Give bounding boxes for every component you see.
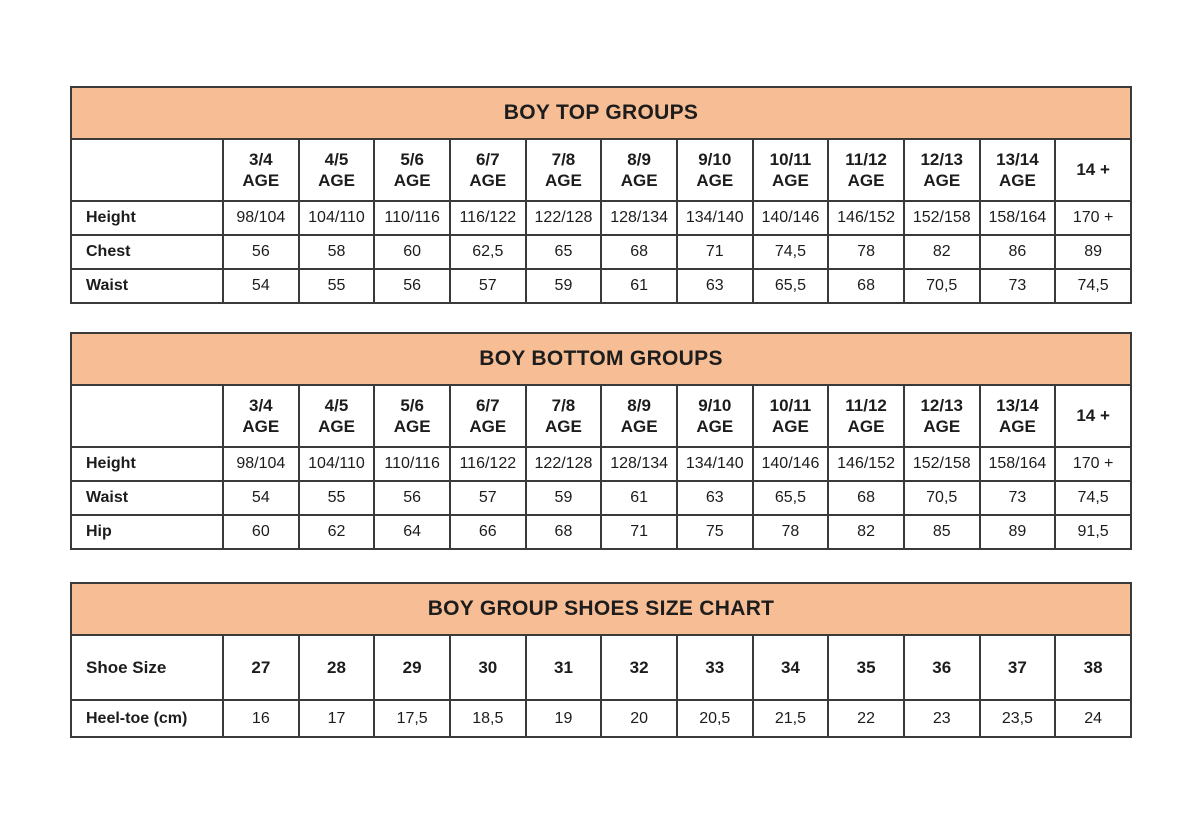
- value-cell: 66: [450, 515, 526, 549]
- value-cell: 74,5: [753, 235, 829, 269]
- table-row: [71, 201, 1131, 235]
- value-cell: 17: [299, 700, 375, 737]
- value-cell: 82: [904, 235, 980, 269]
- age-header-line1: 14 +: [1076, 406, 1110, 426]
- boy-top-groups-table: [70, 86, 1132, 304]
- value-cell: 65: [526, 235, 602, 269]
- age-header-line2: AGE: [696, 417, 734, 436]
- age-header-line1: 13/14: [996, 395, 1039, 415]
- age-header-line2: AGE: [469, 171, 507, 190]
- age-header-cell: [374, 139, 450, 201]
- value-cell: 140/146: [753, 447, 829, 481]
- age-header-line2: AGE: [242, 417, 280, 436]
- age-header-line1: 9/10: [698, 395, 732, 415]
- value-cell: 57: [450, 269, 526, 303]
- age-header-line2: AGE: [242, 171, 280, 190]
- age-header-line1: 3/4: [249, 395, 273, 415]
- value-cell: 54: [223, 481, 299, 515]
- value-cell: 17,5: [374, 700, 450, 737]
- age-header-line2: AGE: [620, 417, 658, 436]
- value-cell: 152/158: [904, 201, 980, 235]
- age-header-cell: [1055, 139, 1131, 201]
- value-cell: 34: [753, 635, 829, 700]
- value-cell: 68: [601, 235, 677, 269]
- age-header-line2: AGE: [847, 417, 885, 436]
- age-header-row: [71, 139, 1131, 201]
- value-cell: 158/164: [980, 447, 1056, 481]
- age-header-cell: [450, 139, 526, 201]
- age-header-line2: AGE: [545, 417, 582, 436]
- value-cell: 110/116: [374, 447, 450, 481]
- age-header-line1: 7/8: [551, 395, 576, 415]
- value-cell: 20: [601, 700, 677, 737]
- age-header-line2: AGE: [469, 417, 507, 436]
- value-cell: 63: [677, 269, 753, 303]
- age-header-line1: 8/9: [627, 149, 651, 169]
- value-cell: 82: [828, 515, 904, 549]
- age-header-line1: 10/11: [769, 149, 812, 169]
- row-label: Waist: [71, 481, 223, 515]
- age-header-line1: 13/14: [996, 149, 1039, 169]
- value-cell: 54: [223, 269, 299, 303]
- table-title: BOY BOTTOM GROUPS: [71, 333, 1131, 385]
- age-header-empty-cell: [71, 385, 223, 447]
- value-cell: 38: [1055, 635, 1131, 700]
- value-cell: 60: [374, 235, 450, 269]
- age-header-cell: [374, 385, 450, 447]
- value-cell: 146/152: [828, 201, 904, 235]
- value-cell: 20,5: [677, 700, 753, 737]
- table-row: [71, 481, 1131, 515]
- value-cell: 91,5: [1055, 515, 1131, 549]
- age-header-line2: AGE: [998, 171, 1036, 190]
- value-cell: 68: [828, 269, 904, 303]
- value-cell: 134/140: [677, 201, 753, 235]
- age-header-cell: [223, 139, 299, 201]
- value-cell: 98/104: [223, 201, 299, 235]
- value-cell: 65,5: [753, 269, 829, 303]
- value-cell: 31: [526, 635, 602, 700]
- age-header-line1: 12/13: [920, 395, 963, 415]
- value-cell: 170 +: [1055, 447, 1131, 481]
- value-cell: 57: [450, 481, 526, 515]
- table-row: [71, 269, 1131, 303]
- age-header-line2: AGE: [696, 171, 734, 190]
- age-header-cell: [980, 139, 1056, 201]
- row-label: Heel-toe (cm): [71, 700, 223, 737]
- value-cell: 23,5: [980, 700, 1056, 737]
- value-cell: 85: [904, 515, 980, 549]
- age-header-line1: 11/12: [845, 395, 887, 415]
- value-cell: 128/134: [601, 447, 677, 481]
- table-title-row: [71, 333, 1131, 385]
- value-cell: 68: [526, 515, 602, 549]
- age-header-line1: 5/6: [400, 395, 424, 415]
- age-header-row: [71, 385, 1131, 447]
- value-cell: 33: [677, 635, 753, 700]
- age-header-line1: 4/5: [324, 149, 349, 169]
- value-cell: 86: [980, 235, 1056, 269]
- age-header-line1: 8/9: [627, 395, 651, 415]
- age-header-cell: [601, 139, 677, 201]
- age-header-cell: [753, 139, 829, 201]
- age-header-line2: AGE: [772, 171, 809, 190]
- value-cell: 55: [299, 269, 375, 303]
- value-cell: 110/116: [374, 201, 450, 235]
- age-header-line1: 9/10: [698, 149, 732, 169]
- age-header-cell: [299, 385, 375, 447]
- value-cell: 62,5: [450, 235, 526, 269]
- value-cell: 128/134: [601, 201, 677, 235]
- value-cell: 62: [299, 515, 375, 549]
- value-cell: 70,5: [904, 269, 980, 303]
- value-cell: 74,5: [1055, 481, 1131, 515]
- age-header-line2: AGE: [318, 417, 355, 436]
- value-cell: 35: [828, 635, 904, 700]
- age-header-line1: 12/13: [920, 149, 963, 169]
- value-cell: 30: [450, 635, 526, 700]
- value-cell: 22: [828, 700, 904, 737]
- age-header-line1: 14 +: [1076, 160, 1110, 180]
- value-cell: 27: [223, 635, 299, 700]
- value-cell: 152/158: [904, 447, 980, 481]
- age-header-cell: [450, 385, 526, 447]
- value-cell: 64: [374, 515, 450, 549]
- value-cell: 59: [526, 481, 602, 515]
- value-cell: 122/128: [526, 447, 602, 481]
- value-cell: 116/122: [450, 201, 526, 235]
- table-row: [71, 235, 1131, 269]
- age-header-line2: AGE: [545, 171, 582, 190]
- table-title-row: [71, 87, 1131, 139]
- age-header-cell: [526, 385, 602, 447]
- value-cell: 116/122: [450, 447, 526, 481]
- value-cell: 36: [904, 635, 980, 700]
- age-header-cell: [753, 385, 829, 447]
- value-cell: 158/164: [980, 201, 1056, 235]
- value-cell: 78: [753, 515, 829, 549]
- age-header-line2: AGE: [772, 417, 809, 436]
- value-cell: 56: [374, 481, 450, 515]
- age-header-cell: [601, 385, 677, 447]
- value-cell: 73: [980, 269, 1056, 303]
- value-cell: 23: [904, 700, 980, 737]
- table-gap: [70, 550, 1200, 582]
- value-cell: 16: [223, 700, 299, 737]
- age-header-cell: [904, 385, 980, 447]
- age-header-cell: [677, 139, 753, 201]
- value-cell: 60: [223, 515, 299, 549]
- row-label: Hip: [71, 515, 223, 549]
- value-cell: 75: [677, 515, 753, 549]
- value-cell: 19: [526, 700, 602, 737]
- age-header-line1: 6/7: [475, 149, 500, 169]
- value-cell: 21,5: [753, 700, 829, 737]
- value-cell: 61: [601, 269, 677, 303]
- row-label: Waist: [71, 269, 223, 303]
- value-cell: 18,5: [450, 700, 526, 737]
- value-cell: 24: [1055, 700, 1131, 737]
- row-label: Height: [71, 447, 223, 481]
- age-header-line1: 7/8: [551, 149, 576, 169]
- age-header-line1: 6/7: [475, 395, 500, 415]
- value-cell: 70,5: [904, 481, 980, 515]
- age-header-cell: [677, 385, 753, 447]
- age-header-cell: [223, 385, 299, 447]
- age-header-line2: AGE: [393, 171, 431, 190]
- value-cell: 58: [299, 235, 375, 269]
- age-header-cell: [980, 385, 1056, 447]
- age-header-line1: 11/12: [845, 149, 887, 169]
- value-cell: 89: [1055, 235, 1131, 269]
- row-label: Height: [71, 201, 223, 235]
- age-header-line2: AGE: [923, 417, 961, 436]
- value-cell: 71: [677, 235, 753, 269]
- age-header-cell: [526, 139, 602, 201]
- value-cell: 65,5: [753, 481, 829, 515]
- value-cell: 63: [677, 481, 753, 515]
- age-header-cell: [299, 139, 375, 201]
- age-header-line2: AGE: [620, 171, 658, 190]
- age-header-cell: [828, 139, 904, 201]
- value-cell: 140/146: [753, 201, 829, 235]
- value-cell: 146/152: [828, 447, 904, 481]
- value-cell: 56: [223, 235, 299, 269]
- value-cell: 98/104: [223, 447, 299, 481]
- value-cell: 32: [601, 635, 677, 700]
- value-cell: 104/110: [299, 447, 375, 481]
- value-cell: 55: [299, 481, 375, 515]
- value-cell: 89: [980, 515, 1056, 549]
- value-cell: 71: [601, 515, 677, 549]
- age-header-line2: AGE: [393, 417, 431, 436]
- value-cell: 61: [601, 481, 677, 515]
- value-cell: 122/128: [526, 201, 602, 235]
- value-cell: 29: [374, 635, 450, 700]
- table-row: [71, 515, 1131, 549]
- row-label: Chest: [71, 235, 223, 269]
- boy-group-shoes-size-chart-table: [70, 582, 1132, 738]
- table-gap: [70, 304, 1200, 332]
- value-cell: 37: [980, 635, 1056, 700]
- table-title-row: [71, 583, 1131, 635]
- value-cell: 134/140: [677, 447, 753, 481]
- age-header-line2: AGE: [998, 417, 1036, 436]
- age-header-cell: [904, 139, 980, 201]
- value-cell: 104/110: [299, 201, 375, 235]
- age-header-line1: 5/6: [400, 149, 424, 169]
- row-label: Shoe Size: [71, 635, 223, 700]
- age-header-line1: 3/4: [249, 149, 273, 169]
- value-cell: 73: [980, 481, 1056, 515]
- age-header-line2: AGE: [318, 171, 355, 190]
- age-header-line2: AGE: [847, 171, 885, 190]
- value-cell: 28: [299, 635, 375, 700]
- age-header-line1: 10/11: [769, 395, 812, 415]
- table-title: BOY GROUP SHOES SIZE CHART: [71, 583, 1131, 635]
- table-row: [71, 447, 1131, 481]
- value-cell: 59: [526, 269, 602, 303]
- age-header-cell: [828, 385, 904, 447]
- age-header-line2: AGE: [923, 171, 961, 190]
- table-row: [71, 700, 1131, 737]
- age-header-empty-cell: [71, 139, 223, 201]
- table-title: BOY TOP GROUPS: [71, 87, 1131, 139]
- age-header-cell: [1055, 385, 1131, 447]
- value-cell: 170 +: [1055, 201, 1131, 235]
- value-cell: 74,5: [1055, 269, 1131, 303]
- value-cell: 68: [828, 481, 904, 515]
- value-cell: 78: [828, 235, 904, 269]
- age-header-line1: 4/5: [324, 395, 349, 415]
- boy-bottom-groups-table: [70, 332, 1132, 550]
- table-row: [71, 635, 1131, 700]
- value-cell: 56: [374, 269, 450, 303]
